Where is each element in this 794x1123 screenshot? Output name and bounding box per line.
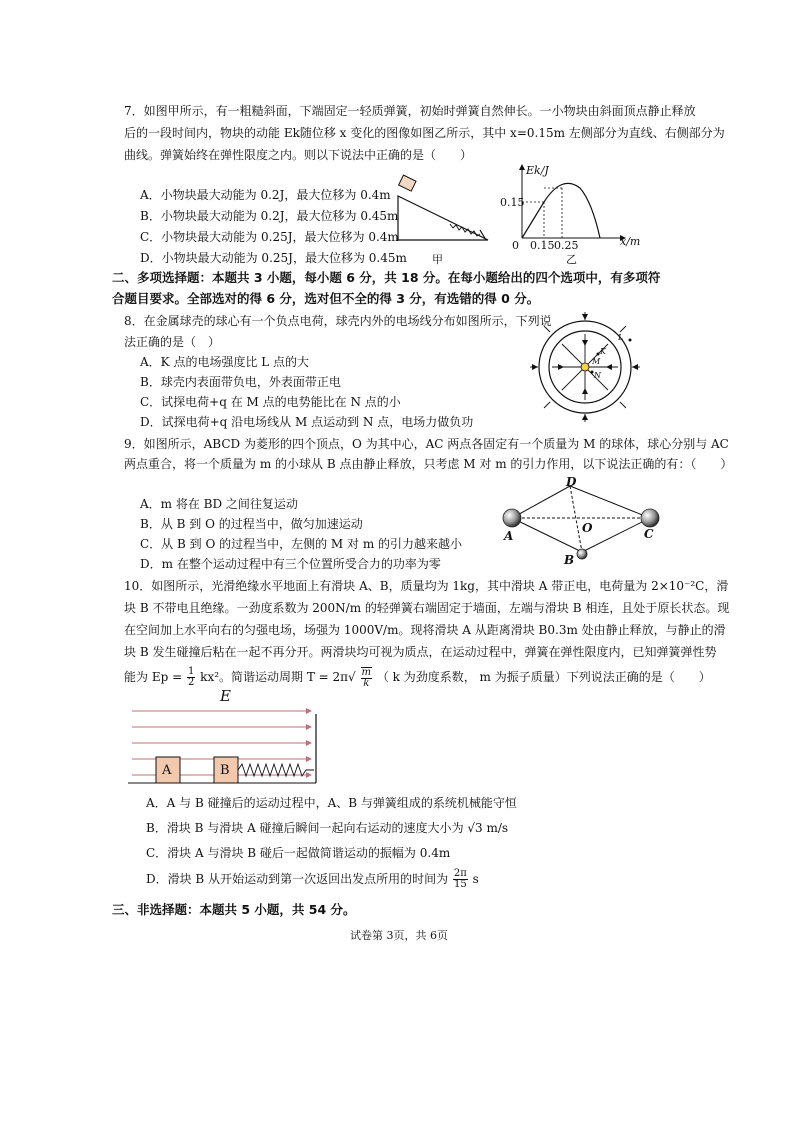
q8-label-m: M [592, 357, 601, 366]
q8-option-b: B．球壳内表面带负电，外表面带正电 [140, 375, 341, 389]
q10-option-c: C．滑块 A 与滑块 B 碰后一起做简谐运动的振幅为 0.4m [146, 846, 451, 860]
q7-graph-x-tick-2: 0.25 [554, 239, 579, 252]
q10-period-formula: kx²。简谐运动周期 T = 2π√ [200, 670, 356, 684]
q8-label-n: N [594, 371, 601, 380]
q9-option-b: B．从 B 到 O 的过程当中，做匀加速运动 [140, 517, 363, 531]
q7-stem-line-3: 曲线。弹簧始终在弹性限度之内。则以下说法中正确的是（ ） [124, 148, 473, 162]
q9-label-c: C [644, 527, 654, 541]
q9-label-o: O [582, 521, 593, 535]
q7-graph-x-label: x/m [620, 235, 641, 248]
q10-m-numerator: m [361, 666, 372, 678]
q10-block-b-label: B [220, 763, 230, 778]
page-footer: 试卷第 3页，共 6页 [350, 929, 448, 942]
q10-stem-line-3: 在空间加上水平向右的匀强电场，场强为 1000V/m。现将滑块 A 从距离滑块 B0.3m 处由静止释放，与静止的滑 [124, 623, 726, 637]
q10-ep-prefix: 能为 Ep = [124, 670, 183, 684]
q10-stem-line-2: 块 B 不带电且绝缘。一劲度系数为 200N/m 的轻弹簧右端固定于墙面，左端与滑块 B 相连，且处于原长状态。现 [124, 601, 730, 615]
q9-label-a: A [504, 529, 514, 543]
q7-option-c: C．小物块最大动能为 0.25J，最大位移为 0.4m [140, 230, 399, 244]
q7-option-b: B．小物块最大动能为 0.2J，最大位移为 0.45m [140, 209, 399, 223]
q10-stem-line-5 [124, 664, 711, 690]
q8-stem-line-1: 8．在金属球壳的球心有一个负点电荷，球壳内外的电场线分布如图所示，下列说 [124, 314, 552, 328]
q7-graph-y-tick: 0.15 [500, 196, 525, 209]
q10-option-a: A．A 与 B 碰撞后的运动过程中，A、B 与弹簧组成的系统机械能守恒 [146, 796, 517, 810]
q8-stem-line-2: 法正确的是（ ） [124, 335, 221, 349]
q10-half-denominator: 2 [187, 677, 195, 688]
q7-incline-figure [392, 172, 492, 250]
q7-graph-x-tick-1: 0.15 [530, 239, 555, 252]
q10-half-numerator: 1 [187, 666, 195, 677]
q10-option-d-denominator: 15 [454, 879, 467, 890]
q9-label-b: B [564, 553, 575, 567]
q7-graph-y-label: Ek/J [526, 164, 549, 177]
q10-option-d-unit: s [472, 872, 479, 886]
section-3-heading: 三、非选择题：本题共 5 小题，共 54 分。 [112, 902, 356, 917]
q9-rhombus-figure [496, 478, 666, 568]
q10-option-b: B．滑块 B 与滑块 A 碰撞后瞬间一起向右运动的速度大小为 √3 m/s [146, 821, 509, 835]
q10-block-a-label: A [162, 763, 172, 778]
q10-option-d [146, 864, 479, 894]
q8-option-c: C．试探电荷+q 在 M 点的电势能比在 N 点的小 [140, 395, 401, 409]
q9-option-c: C．从 B 到 O 的过程当中，左侧的 M 对 m 的引力越来越小 [140, 537, 463, 551]
q10-m-over-k-fraction [361, 667, 372, 689]
q9-option-a: A．m 将在 BD 之间往复运动 [140, 497, 298, 511]
q7-figure-jia-label: 甲 [432, 253, 443, 266]
q10-half-fraction [187, 667, 195, 688]
q7-figure-yi-label: 乙 [566, 253, 577, 266]
q9-option-d: D．m 在整个运动过程中有三个位置所受合力的功率为零 [140, 557, 441, 571]
q10-stem-line-4: 块 B 发生碰撞后粘在一起不再分开。两滑块均可视为质点，在运动过程中，弹簧在弹性限度内，已知弹簧弹性势 [124, 645, 717, 659]
q8-option-d: D．试探电荷+q 沿电场线从 M 点运动到 N 点，电场力做负功 [140, 415, 474, 429]
q9-stem-line-1: 9．如图所示，ABCD 为菱形的四个顶点，O 为其中心，AC 两点各固定有一个质量为 M 的球体，球心分别与 AC [124, 437, 729, 451]
q10-option-d-fraction [453, 869, 468, 890]
q10-formula-note: （ k 为劲度系数， m 为振子质量）下列说法正确的是（ ） [376, 670, 711, 684]
section-2-heading-line-2: 合题目要求。全部选对的得 6 分，选对但不全的得 3 分，有选错的得 0 分。 [112, 291, 540, 306]
q7-stem-line-1: 7．如图甲所示，有一粗糙斜面，下端固定一轻质弹簧，初始时弹簧自然伸长。一小物块由斜面顶点静止释放 [124, 104, 696, 118]
q10-option-d-text: D．滑块 B 从开始运动到第一次返回出发点所用的时间为 [146, 872, 449, 886]
q7-graph-origin: 0 [512, 239, 519, 252]
q10-stem-line-1: 10．如图所示，光滑绝缘水平地面上有滑块 A、B，质量均为 1kg，其中滑块 A 带正电，电荷量为 2×10⁻²C，滑 [124, 579, 729, 593]
q8-shell-figure [530, 312, 640, 422]
q9-label-d: D [566, 475, 577, 489]
q10-k-denominator: k [363, 677, 370, 689]
q7-option-d: D．小物块最大动能为 0.25J，最大位移为 0.45m [140, 251, 407, 265]
q10-field-label: E [220, 687, 231, 705]
q8-label-k: K [600, 347, 606, 356]
q9-stem-line-2: 两点重合，将一个质量为 m 的小球从 B 点由静止释放，只考虑 M 对 m 的引力作用，以下说法正确的有：（ ） [124, 457, 733, 471]
q7-stem-line-2: 后的一段时间内，物块的动能 Ek随位移 x 变化的图像如图乙所示，其中 x=0.15m 左侧部分为直线、右侧部分为 [124, 126, 725, 140]
q8-label-l: L [618, 333, 624, 342]
q7-option-a: A．小物块最大动能为 0.2J，最大位移为 0.4m [140, 188, 391, 202]
q10-option-d-numerator: 2π [453, 868, 467, 879]
q8-option-a: A．K 点的电场强度比 L 点的大 [140, 355, 310, 369]
section-2-heading-line-1: 二、多项选择题：本题共 3 小题，每小题 6 分，共 18 分。在每小题给出的四个选项中，有多项符 [112, 270, 661, 285]
